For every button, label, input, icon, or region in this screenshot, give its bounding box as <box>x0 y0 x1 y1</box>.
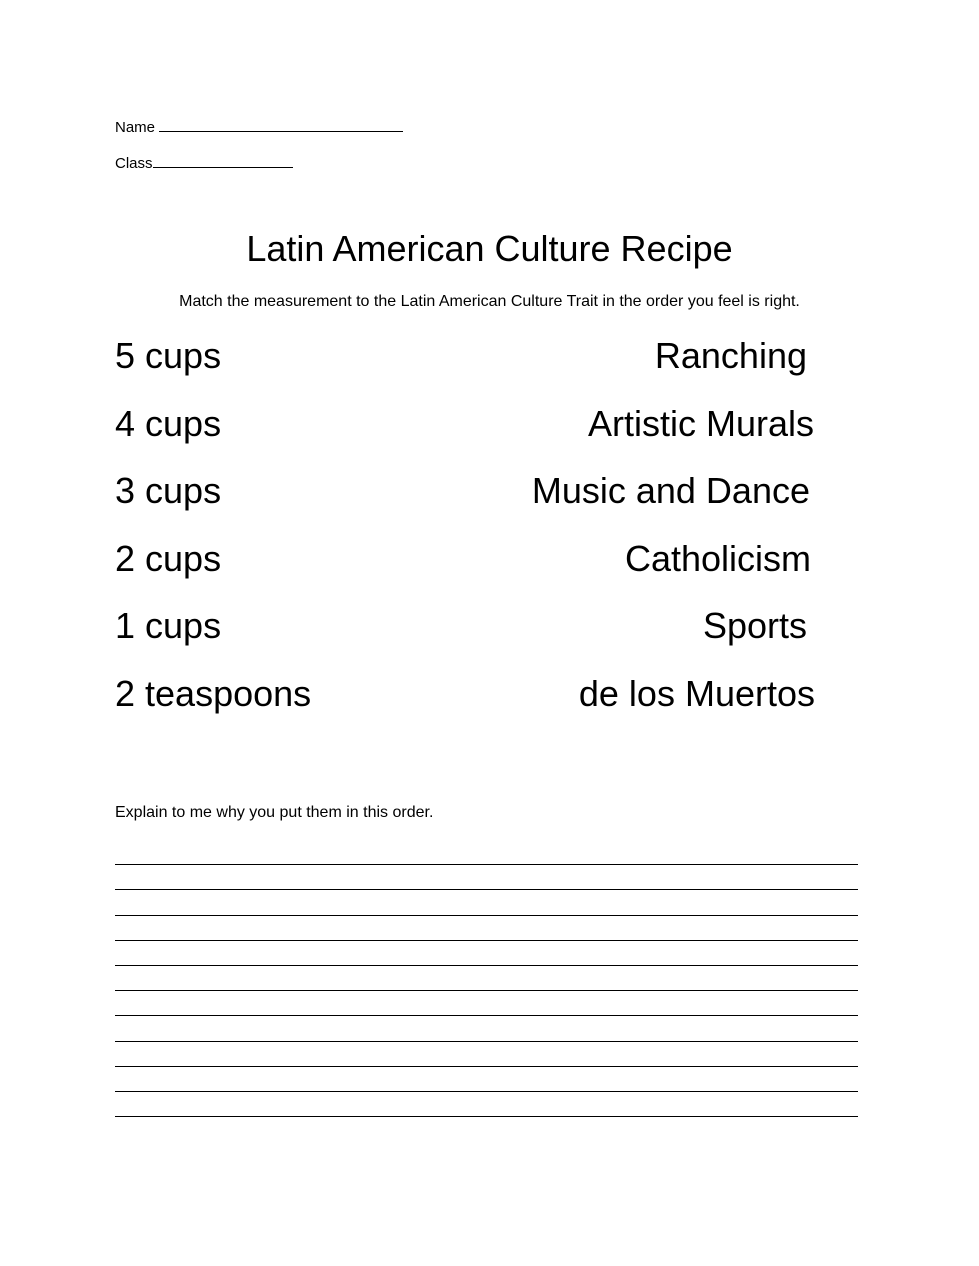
matching-row <box>115 402 815 470</box>
measurement: 2 cups <box>115 537 222 579</box>
name-blank[interactable] <box>159 117 403 132</box>
answer-line[interactable] <box>115 991 858 1016</box>
name-label: Name <box>115 119 156 136</box>
measurement: 4 cups <box>115 402 222 444</box>
answer-line[interactable] <box>115 1042 858 1067</box>
class-blank[interactable] <box>153 153 293 168</box>
matching-row <box>115 672 815 740</box>
class-label: Class <box>115 155 153 172</box>
matching-row <box>115 334 815 402</box>
culture-trait: Music and Dance <box>531 470 810 512</box>
instructions: Match the measurement to the Latin American Culture Trait in the order you feel is right. <box>179 293 800 310</box>
matching-list <box>115 334 815 740</box>
answer-line[interactable] <box>115 890 858 915</box>
matching-row <box>115 469 815 537</box>
culture-trait: de los Muertos <box>578 672 815 714</box>
answer-line[interactable] <box>115 941 858 966</box>
culture-trait: Ranching <box>654 335 807 376</box>
answer-line[interactable] <box>115 1092 858 1117</box>
answer-line[interactable] <box>115 840 858 865</box>
measurement: 2 teaspoons <box>115 672 312 714</box>
measurement: 3 cups <box>115 470 222 512</box>
answer-line[interactable] <box>115 1016 858 1041</box>
answer-line[interactable] <box>115 966 858 991</box>
answer-line[interactable] <box>115 916 858 941</box>
culture-trait: Artistic Murals <box>587 402 814 444</box>
measurement: 5 cups <box>115 335 222 376</box>
class-field <box>115 153 293 172</box>
culture-trait: Catholicism <box>624 537 811 579</box>
matching-row <box>115 537 815 605</box>
worksheet-title: Latin American Culture Recipe <box>246 228 733 269</box>
matching-row <box>115 604 815 672</box>
answer-lines <box>115 840 858 1117</box>
measurement: 1 cups <box>115 605 222 647</box>
explain-prompt: Explain to me why you put them in this order. <box>115 804 434 821</box>
culture-trait: Sports <box>702 605 807 647</box>
name-field <box>115 117 403 136</box>
answer-line[interactable] <box>115 1067 858 1092</box>
answer-line[interactable] <box>115 865 858 890</box>
